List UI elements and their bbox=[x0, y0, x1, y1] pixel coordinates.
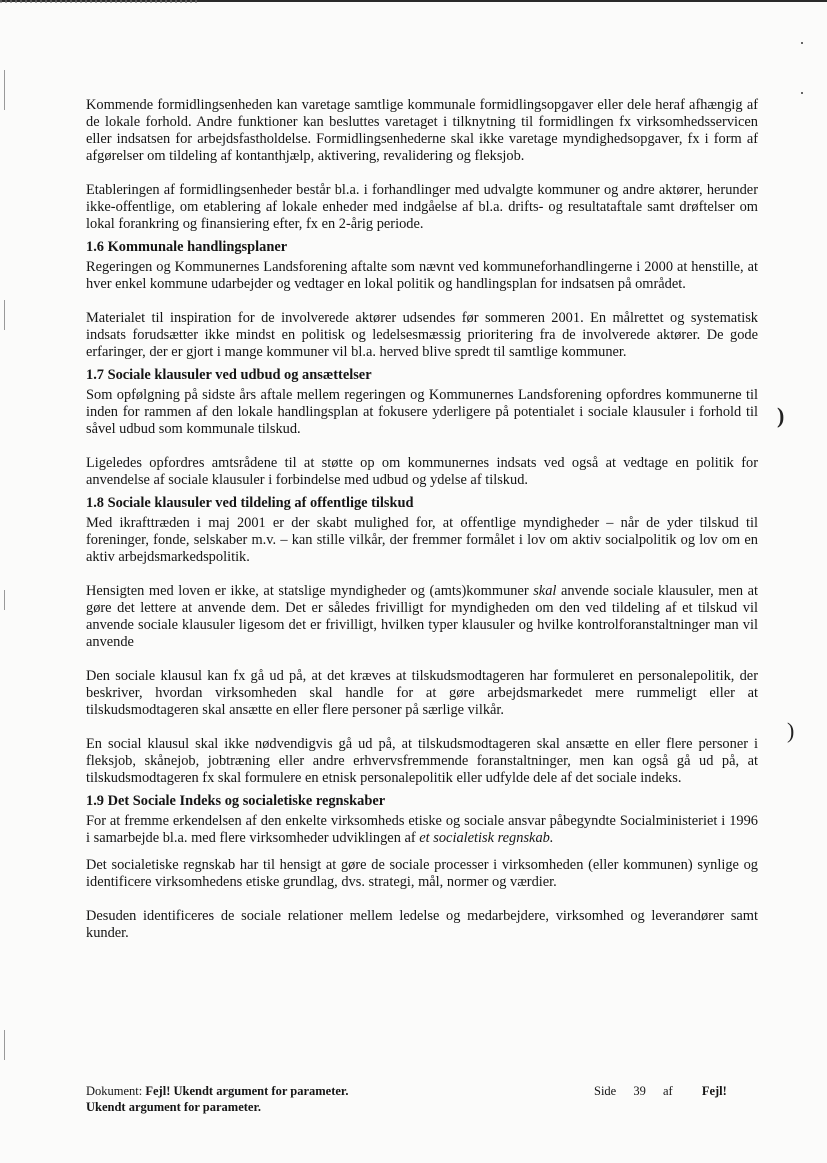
footer-side-label: Side bbox=[594, 1084, 617, 1098]
section-heading-1-6: 1.6 Kommunale handlingsplaner bbox=[86, 239, 288, 255]
paragraph: En social klausul skal ikke nødvendigvis gå ud på, at tilskudsmodtageren skal ansætte en eller flere personer i fleksjob, skånejob, jobtræning eller andre erhvervsfremmende foranstaltninger, men kan også gå ud på, at tilskudsmodtageren fx skal formulere en etnisk personalepolitik eller udfylde dele af det sociale indeks. bbox=[86, 736, 758, 786]
footer-page-number: 39 bbox=[633, 1084, 646, 1098]
paragraph-text: For at fremme erkendelsen af den enkelte virksomheds etiske og sociale ansvar påbegyndte Socialministeriet i 1996 i samarbejde bl.a. med flere virksomheder udviklingen af bbox=[86, 813, 758, 846]
scan-dot bbox=[801, 42, 803, 44]
paragraph: Etableringen af formidlingsenheder består bl.a. i forhandlinger med udvalgte kommuner og andre aktører, herunder ikke-offentlige, om etablering af lokale enheder med indgåelse af bl.a. drifts- og resultataftale samt drøftelser om lokal forankring og finansiering efter, fx en 2-årig periode. bbox=[86, 182, 758, 232]
emphasis-text: skal bbox=[533, 583, 557, 599]
footer-total-pages: Fejl! bbox=[701, 1084, 727, 1098]
paragraph-text: anvende sociale klausuler, men at gøre det lettere at anvende dem. Det er således frivilligt for myndigheden om den ved tildeling af et tilskud vil anvende sociale klausuler ligesom det er frivilligt, hvilken typer klausuler og hvilke kontrolforanstaltninger man vil anvende bbox=[86, 583, 758, 650]
scan-speckle bbox=[0, 0, 200, 3]
footer-page-info bbox=[594, 1083, 727, 1099]
paragraph: Det socialetiske regnskab har til hensigt at gøre de sociale processer i virksomheden (eller kommunen) synlige og identificere virksomhedens etiske grundlag, dvs. strategi, mål, normer og værdier. bbox=[86, 857, 758, 890]
paragraph: Regeringen og Kommunernes Landsforening aftalte som nævnt ved kommuneforhandlingerne i 2000 at henstille, at hver enkel kommune udarbejder og vedtager en lokal politik og handlingsplan for indsatsen på området. bbox=[86, 259, 758, 292]
paragraph: Desuden identificeres de sociale relationer mellem ledelse og medarbejdere, virksomhed og leverandører samt kunder. bbox=[86, 908, 758, 941]
scan-margin-mark bbox=[4, 1030, 5, 1060]
paragraph bbox=[86, 583, 758, 651]
section-heading-1-8: 1.8 Sociale klausuler ved tildeling af offentlige tilskud bbox=[86, 495, 414, 511]
paragraph: Materialet til inspiration for de involverede aktører udsendes før sommeren 2001. En målrettet og systematisk indsats forudsætter ikke mindst en politisk og ledelsesmæssig prioritering fra de involverede aktører. De gode erfaringer, der er gjort i mange kommuner vil bl.a. herved blive spredt til samtlige kommuner. bbox=[86, 310, 758, 360]
scan-dot bbox=[801, 92, 803, 94]
margin-bracket-mark: ) bbox=[787, 718, 795, 743]
footer-af-label: af bbox=[662, 1084, 673, 1098]
paragraph-text: Hensigten med loven er ikke, at statslige myndigheder og (amts)kommuner bbox=[86, 583, 534, 599]
paragraph: Med ikrafttræden i maj 2001 er der skabt mulighed for, at offentlige myndigheder – når de yder tilskud til foreninger, fonde, selskaber m.v. – kan stille vilkår, der fremmer formålet i lov om aktiv socialpolitik og lov om en aktiv arbejdsmarkedspolitik. bbox=[86, 515, 758, 565]
section-heading-1-7: 1.7 Sociale klausuler ved udbud og ansættelser bbox=[86, 367, 372, 383]
scan-margin-mark bbox=[4, 300, 5, 330]
paragraph: Den sociale klausul kan fx gå ud på, at det kræves at tilskudsmodtageren har formuleret en personalepolitik, der beskriver, hvordan virksomheden skal handle for at gøre arbejdsmarkedet mere rummeligt eller at tilskudsmodtageren skal ansætte en eller flere personer på særlige vilkår. bbox=[86, 668, 758, 718]
emphasis-text: et socialetisk regnskab. bbox=[419, 830, 554, 846]
scan-margin-mark bbox=[4, 70, 5, 110]
paragraph: Som opfølgning på sidste års aftale mellem regeringen og Kommunernes Landsforening opfordres kommunerne til inden for rammen af den lokale handlingsplan at fokusere yderligere på potentialet i sociale klausuler i forhold til såvel udbud som kommunale tilskud. bbox=[86, 387, 758, 437]
footer-doc-prefix: Dokument: bbox=[86, 1084, 146, 1098]
document-body bbox=[86, 97, 758, 942]
scan-margin-mark bbox=[4, 590, 5, 610]
paragraph: Ligeledes opfordres amtsrådene til at støtte op om kommunernes indsats ved også at vedtage en politik for anvendelse af sociale klausuler i forbindelse med udbud og ydelse af tilskud. bbox=[86, 455, 758, 488]
paragraph: Kommende formidlingsenheden kan varetage samtlige kommunale formidlingsopgaver eller dele heraf afhængig af de lokale forhold. Andre funktioner kan besluttes varetaget i tilknytning til formidlingen fx virksomhedsservicen eller indsatsen for arbejdsfastholdelse. Formidlingsenhederne skal ikke varetage myndighedsopgaver, fx i form af afgørelser om tildeling af kontanthjælp, aktivering, revalidering og fleksjob. bbox=[86, 97, 758, 164]
footer-document-info bbox=[86, 1083, 416, 1115]
paragraph bbox=[86, 813, 758, 847]
footer-error-text: Fejl! Ukendt argument for parameter. bbox=[145, 1084, 349, 1098]
footer-error-text: Ukendt argument for parameter. bbox=[86, 1100, 261, 1114]
margin-bracket-mark: ) bbox=[777, 403, 785, 428]
section-heading-1-9: 1.9 Det Sociale Indeks og socialetiske regnskaber bbox=[86, 793, 386, 809]
